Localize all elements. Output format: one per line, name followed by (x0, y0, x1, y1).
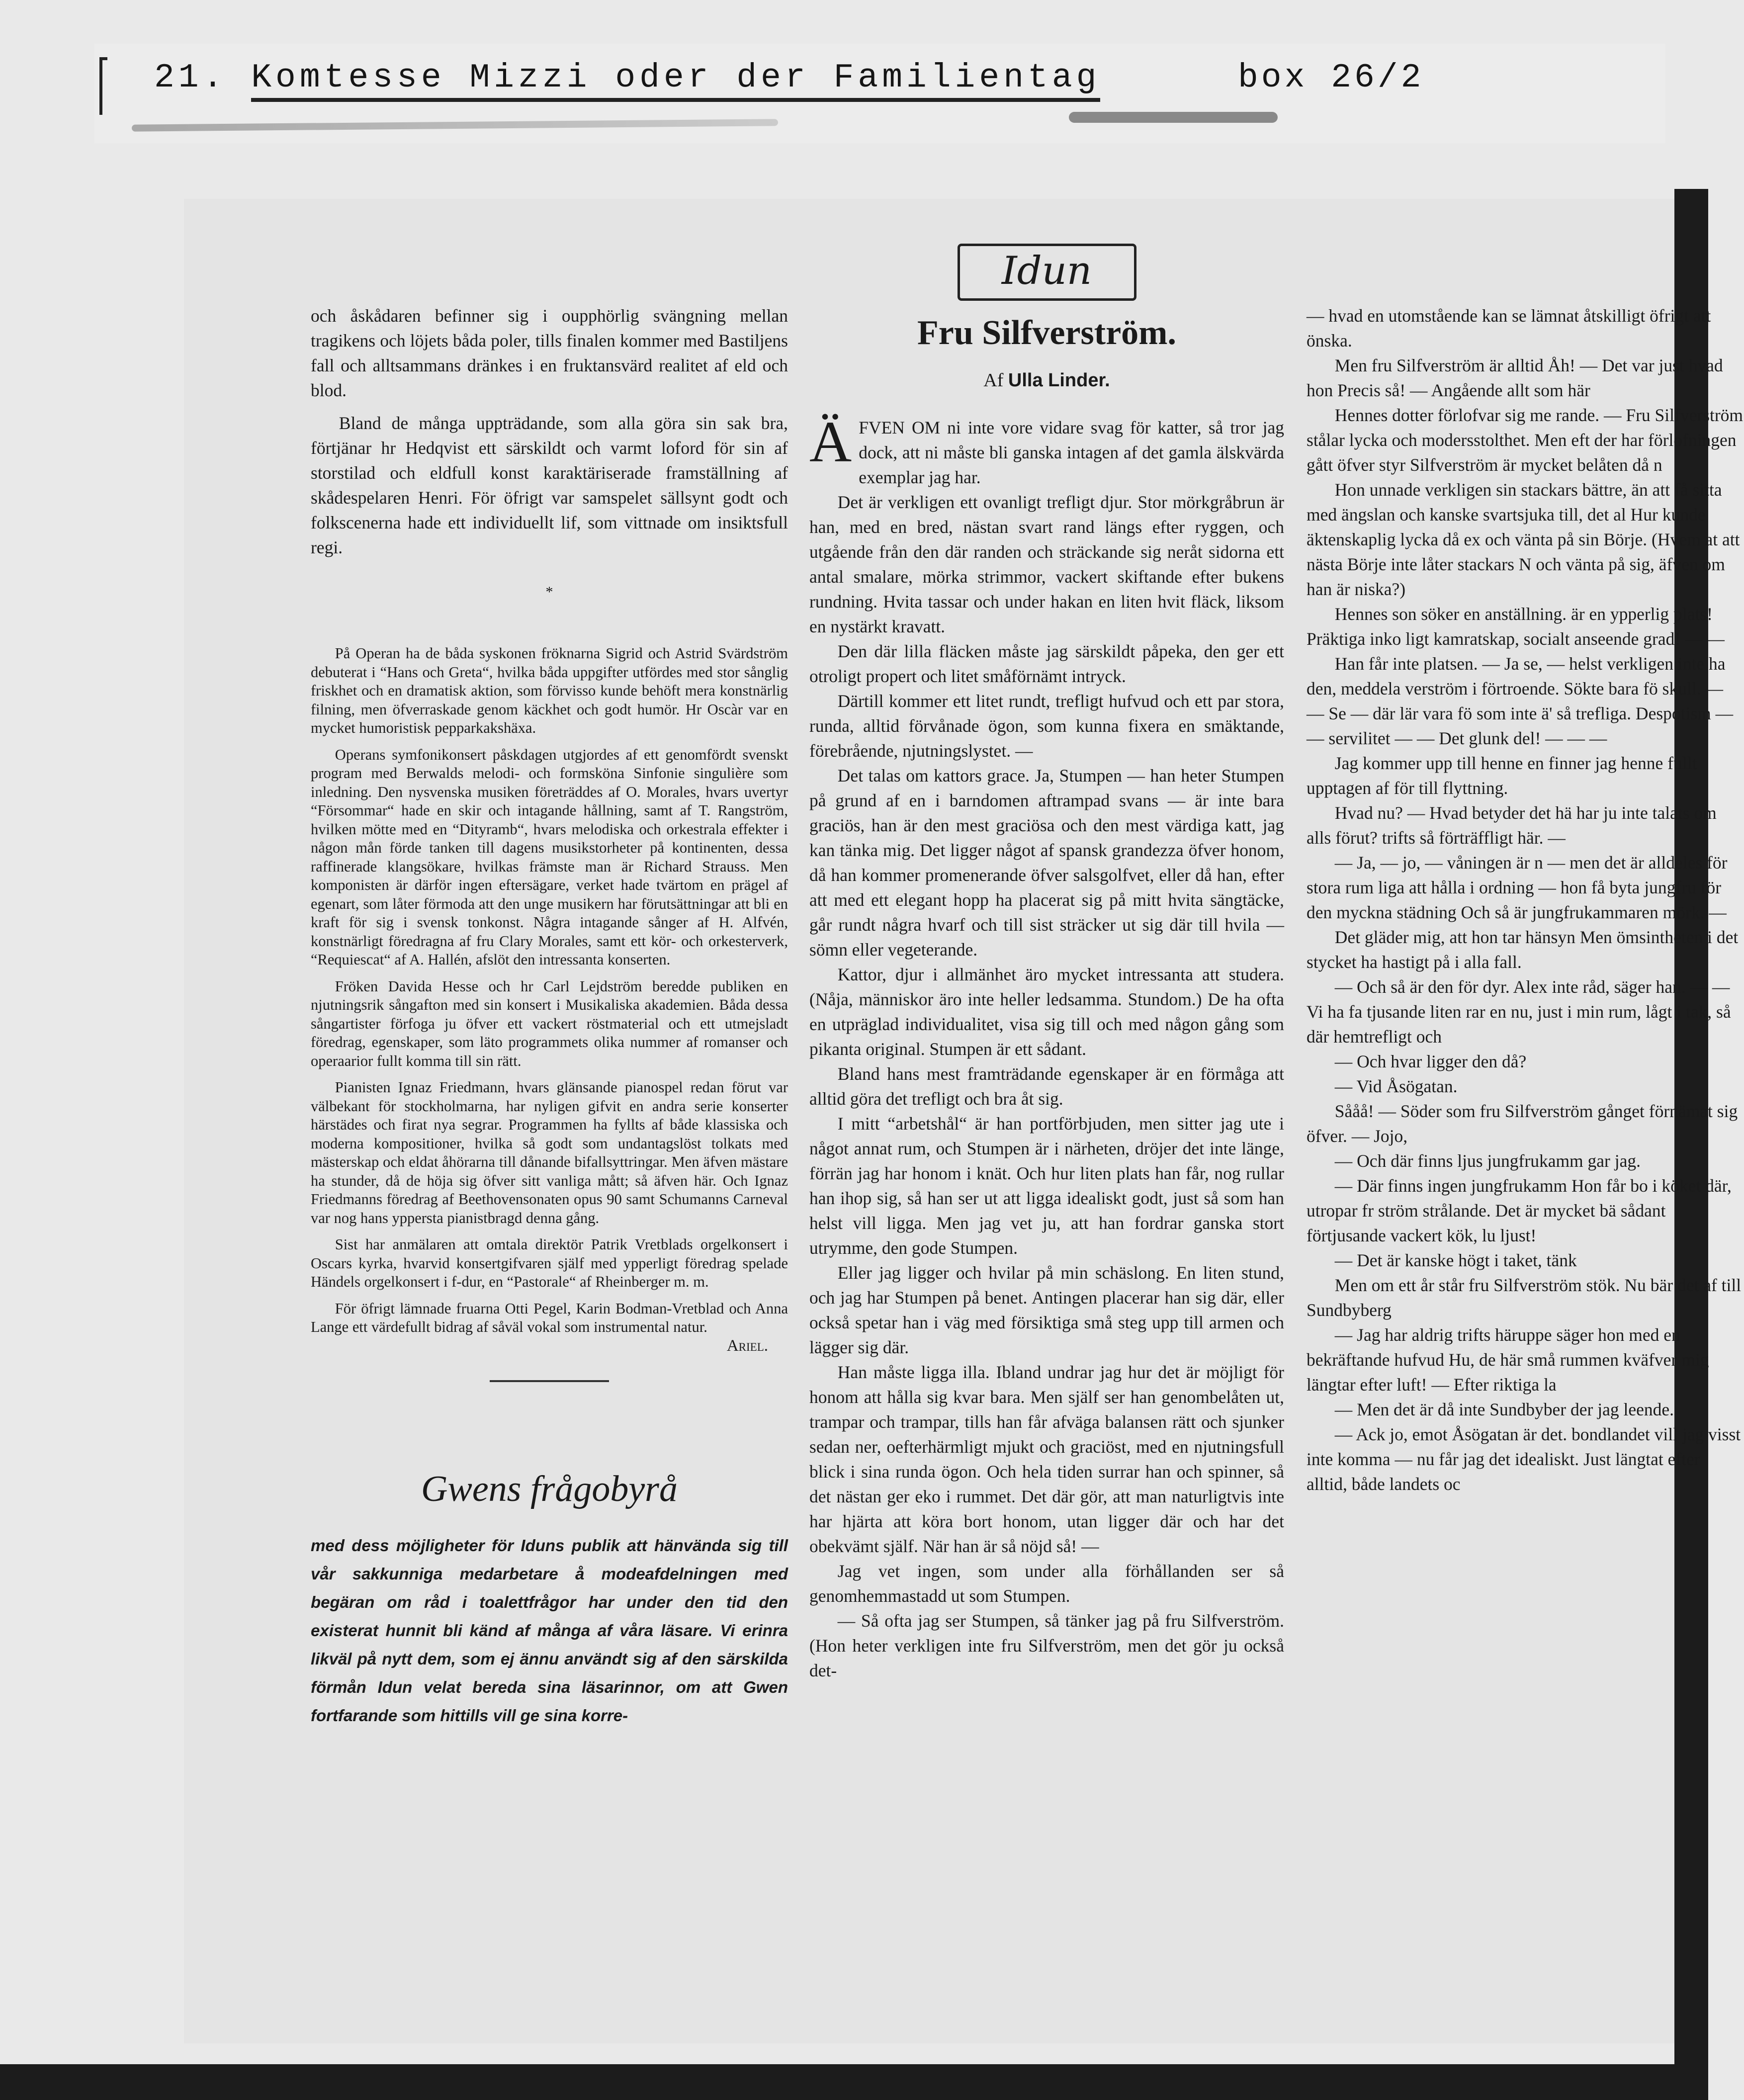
story-paragraph: Det talas om kattors grace. Ja, Stumpen — han heter Stumpen på grund af en i barndomen aftrampad svans — är inte bara graciös, han är den mest graciösa och den mest värdiga katt, jag kan tänka mig. Det ligger något af spansk grandezza öfver honom, då han kommer promenerande öfver salsgolfvet, eller då han, efter att med ett elegant hopp ha placerat sig på mitt hvita sängtäcke, går rundt några hvarf och till sist sträcker ut sig där till hvila — sömn eller vegeterande. (809, 766, 1284, 960)
column-middle (809, 244, 1284, 1683)
story-paragraph: — Vid Åsögatan. (1334, 1076, 1458, 1096)
story-paragraph: — hvad en utomstående kan se lämnat åtskilligt öfrigt att önska. (1307, 306, 1711, 350)
ink-smudge (1069, 112, 1278, 123)
story-first-paragraph (809, 409, 1284, 490)
story-paragraph: Hvad nu? — Hvad betyder det hä har ju inte talats om alls förut? trifts så förträffligt här. — (1307, 803, 1717, 848)
story-paragraph: Den där lilla fläcken måste jag särskildt påpeka, den ger ett otroligt propert och litet småförnämt intryck. (809, 641, 1284, 686)
section-rule (490, 1380, 609, 1382)
story-paragraph: Hennes dotter förlofvar sig me rande. — Fru Silfverström stålar lycka och modersstolthet. Men eft der har förlofningen gått öfver styr Silfverström är mycket belåten då n (1307, 405, 1744, 475)
signature-ariel: Ariel. (726, 1336, 768, 1355)
story-paragraph: — Och där finns ljus jungfrukamm gar jag. (1334, 1151, 1641, 1171)
story-paragraph: Jag vet ingen, som under alla förhållanden ser så genomhemmastadd ut som Stumpen. (809, 1561, 1284, 1606)
story-paragraph: — Men det är då inte Sundbyber der jag leende. (1334, 1400, 1674, 1419)
music-paragraph: Sist har anmälaren att omtala direktör Patrik Vretblads orgelkonsert i Oscars kyrka, hvarvid konsertgifvaren själf med ypperligt föredrag spelade Händels orgelkonsert i f-dur, en “Pastorale“ af Rheinberger m. m. (311, 1236, 788, 1290)
story-paragraph: Han får inte platsen. — Ja se, — helst verkligen inte ha den, meddela verström i förtroende. Sökte bara fö skull. — — Se — där lär vara fö som inte ä' så trefliga. Despotism — — servilitet — — Det glunk del! — — — (1307, 654, 1734, 748)
story-paragraph: Men om ett år står fru Silfverström stök. Nu bär det af till Sundbyberg (1307, 1275, 1742, 1320)
story-paragraph: Det är verkligen ett ovanligt trefligt djur. Stor mörkgråbrun är han, med en bred, nästan svart rand längs efter ryggen, och utgående från den där randen och sträckande sig neråt sidorna ett antal smalare, mörka strimmor, vackert skiftande efter bukens rundning. Hvita tassar och under hakan en liten hvit fläck, liksom en nystärkt kravatt. (809, 492, 1284, 636)
story-paragraph: Han måste ligga illa. Ibland undrar jag hur det är möjligt för honom att hålla sig kvar bara. Men själf ser han genombelåten ut, trampar och trampar, tills han får afväga balansen rätt och sjunker sedan ner, oefterhärmligt mjukt och graciöst, med en njutningsfull blick i sina runda ögon. Och hela tiden surrar han och spinner, så det nästan ger eko i rummet. Det där gör, att man naturligtvis inte har hjärta att köra bort honom, utan ligger där och har det obekvämt själf. När han är så nöjd så! — (809, 1362, 1284, 1556)
first-paragraph-text: FVEN OM ni inte vore vidare svag för katter, så tror jag dock, att ni måste bli ganska intagen af det gamla älskvärda exemplar jag har. (859, 418, 1284, 487)
gwen-heading: Gwens frågobyrå (421, 1469, 678, 1509)
story-paragraph: — Och så är den för dyr. Alex inte råd, säger han. — — Vi ha fa tjusande liten rar en nu, just i min rum, lågt i tak, så där hemtrefligt och (1307, 977, 1731, 1047)
review-paragraph: och åskådaren befinner sig i oupphörlig svängning mellan tragikens och löjets båda poler, tills finalen kommer med Bastiljens fall och alltsammans dränkes i en fruktansvärd realitet af eld och blod. (311, 306, 788, 400)
story-paragraph: — Jag har aldrig trifts häruppe säger hon med en bekräftande hufvud Hu, de här små rummen kväfver mig längtar efter luft! — Efter riktiga la (1307, 1325, 1709, 1395)
music-paragraph: Fröken Davida Hesse och hr Carl Lejdström beredde publiken en njutningsrik sångafton med sin konsert i Musikaliska akademien. Båda dessa sångartister förfoga ju öfver ett vackert röstmaterial och ett utmejsladt föredrag, egenskaper, som läto programmets olika nummer af romanser och operaarior fullt komma till sin rätt. (311, 977, 788, 1069)
music-paragraph: För öfrigt lämnade fruarna Otti Pegel, Karin Bodman-Vretblad och Anna Lange ett värdefullt bidrag af såväl vokal som instrumental natur. (311, 1300, 788, 1335)
story-paragraph: — Ja, — jo, — våningen är n — men det är alldeles för stora rum liga att hålla i ordning — hon få byta jungfru för den myckna städning Och så är jungfrukammaren mörk. — (1307, 853, 1728, 922)
story-paragraph: I mitt “arbetshål“ är han portförbjuden, men sitter jag ute i något annat rum, och Stumpen är i närheten, dröjer det inte länge, förrän jag har honom i knät. Och hur liten plats han får, nog rullar han ihop sig, så han ser ut att ligga idealiskt godt, just så som han helst vill ligga. Men jag vet ju, att han fordrar ganska stort utrymme, den gode Stumpen. (809, 1114, 1284, 1258)
story-paragraph: Sååå! — Söder som fru Silfverström gånget förnämat sig öfver. — Jojo, (1307, 1101, 1738, 1146)
story-paragraph: — Ack jo, emot Åsögatan är det. bondlandet vill jag visst inte komma — nu får jag det idealiskt. Just längtat efter alltid, både landets oc (1307, 1424, 1741, 1494)
archive-box-number: box 26/2 (1238, 59, 1424, 97)
story-paragraph: — Och hvar ligger den då? (1334, 1051, 1527, 1071)
archive-label-title (154, 59, 1100, 97)
byline (809, 365, 1284, 395)
story-paragraph: — Där finns ingen jungfrukamm Hon får bo i köket där, utropar fr ström strålande. Det är mycket bä sådant förtjusande vackert kök, lu ljust! (1307, 1176, 1732, 1245)
story-paragraph: — Så ofta jag ser Stumpen, så tänker jag på fru Silfverström. (Hon heter verkligen inte fru Silfverström, men det gör ju också det- (809, 1611, 1284, 1680)
byline-prefix: Af (983, 370, 1004, 391)
music-paragraph: Operans symfonikonsert påskdagen utgjordes af ett genomfördt svenskt program med Berwalds melodi- och formsköna Sinfonie singulière som inledning. Den nysvenska musiken företräddes af O. Morales, hvars uvertyr “Försommar“ hade en skir och intagande hållning, samt af T. Rangström, hvilken mötte med en “Dityramb“, hvars melodiska och orkestrala effekter i någon mån förde tanken till dagens musikstorheter på kontinenten, dessa raffinerade klangsökare, hvilkas främste man är Richard Strauss. Men komponisten är därför ingen eftersägare, verket hade tvärtom en prägel af egenart, som låter förmoda att den unge musikern har förutsättningar att bli en kraft för sig i svensk tonkonst. Några intagande sånger af H. Alfvén, konstnärligt föredragna af fru Clary Morales, samt ett kör- och orkesterverk, “Requiescat“ af A. Hallén, afslöt den intressanta konserten. (311, 746, 788, 968)
drop-cap: Ä (809, 409, 852, 474)
story-paragraph: Eller jag ligger och hvilar på min schäslong. En liten stund, och jag har Stumpen på benet. Antingen placerar han sig där, eller också spetar han i väg med försiktiga små steg upp till armen och lägger sig där. (809, 1263, 1284, 1357)
idun-logo: Idun (958, 244, 1136, 301)
story-paragraph: Jag kommer upp till henne en finner jag henne fullt upptagen af för till flyttning. (1307, 753, 1697, 798)
column-left (311, 303, 788, 1730)
archive-label-number: 21. (154, 59, 227, 97)
column-right (1307, 303, 1744, 1496)
byline-author: Ulla Linder. (1008, 370, 1110, 391)
gwen-body: med dess möjligheter för Iduns publik att hänvända sig till vår sakkunniga medarbetare å modeafdelningen med begäran om råd i toalettfrågor har under den tid den existerat hunnit bli känd af många af våra läsare. Vi erinra likväl på nytt dem, som ej ännu användt sig af den särskilda förmån Idun velat bereda sina läsarinnor, om att Gwen fortfarande som hittills vill ge sina korre- (311, 1536, 788, 1725)
story-paragraph: Hon unnade verkligen sin stackars bättre, än att få sitta med ängslan och kanske svartsjuka till, det al Hur kunde äktenskaplig lycka då ex och vänta på sin Börje. (Hvem at att nästa Börje inte låter stackars N och vänta på sig, äfven om han är niska?) (1307, 480, 1740, 599)
story-title: Fru Silfverström. (917, 314, 1176, 352)
archive-label-name: Komtesse Mizzi oder der Familientag (251, 59, 1100, 102)
story-paragraph: Hennes son söker en anställning. är en ypperlig plats! Präktiga inko ligt kamratskap, socialt anseende grad! — — (1307, 604, 1725, 649)
music-paragraph: Pianisten Ignaz Friedmann, hvars glänsande pianospel redan förut var välbekant för stockholmarna, har nyligen gifvit en andra serie konserter härstädes och firat nya segrar. Programmen ha fyllts af både klassiska och moderna kompositioner, hvilka så godt som undantagslöst tolkats med mästerskap och eldat åhörarna till dånande bifallsyttringar. Men äfven mästare ha stunder, då de höja sig öfver sitt vanliga mått; så äfven här. Och Ignaz Friedmanns föredrag af Beethovensonaten opus 90 samt Schumanns Carneval var nog hans yppersta pianistbragd denna gång. (311, 1079, 788, 1226)
scan-border-bottom (0, 2064, 1708, 2100)
music-paragraph: På Operan ha de båda syskonen fröknarna Sigrid och Astrid Svärdström debuterat i “Hans och Greta“, hvilka båda uppgifter utfördes med stor sånglig friskhet och en dramatisk aktion, som förvisso kunde behöft mera konstnärlig filning, men öfverraskade genom käckhet och godt humör. Hr Oscàr var en mycket humoristisk pepparkakshäxa. (311, 645, 788, 736)
story-paragraph: Bland hans mest framträdande egenskaper är en förmåga att alltid göra det trefligt och bra åt sig. (809, 1064, 1284, 1109)
story-paragraph: — Det är kanske högt i taket, tänk (1334, 1250, 1577, 1270)
section-separator: * (545, 584, 553, 600)
review-paragraph: Bland de många uppträdande, som alla göra sin sak bra, förtjänar hr Hedqvist ett särskildt och varmt loford för sin af storstilad och eldfull konst karaktäriserade framställning af skådespelaren Henri. För öfrigt var samspelet sällsynt godt och folkscenerna hade ett individuellt lif, som vittnade om insiktsfull regi. (311, 413, 788, 557)
story-paragraph: Kattor, djur i allmänhet äro mycket intressanta att studera. (Nåja, människor äro inte heller ledsamma. Stundom.) De ha ofta en utpräglad individualitet, visa sig till och med någon gång som pikanta original. Stumpen är ett sådant. (809, 964, 1284, 1059)
story-paragraph: Men fru Silfverström är alltid Åh! — Det var just hvad hon Precis så! — Angående allt som här (1307, 355, 1723, 400)
story-paragraph: Det gläder mig, att hon tar hänsyn Men ömsintheten i det stycket ha hastigt på i alla fall. (1307, 927, 1739, 972)
bracket-mark (99, 57, 107, 115)
story-paragraph: Därtill kommer ett litet rundt, trefligt hufvud och ett par stora, runda, alltid förvånade ögon, som kunna fixera en smäktande, förebrående, njutningslystet. — (809, 691, 1284, 761)
